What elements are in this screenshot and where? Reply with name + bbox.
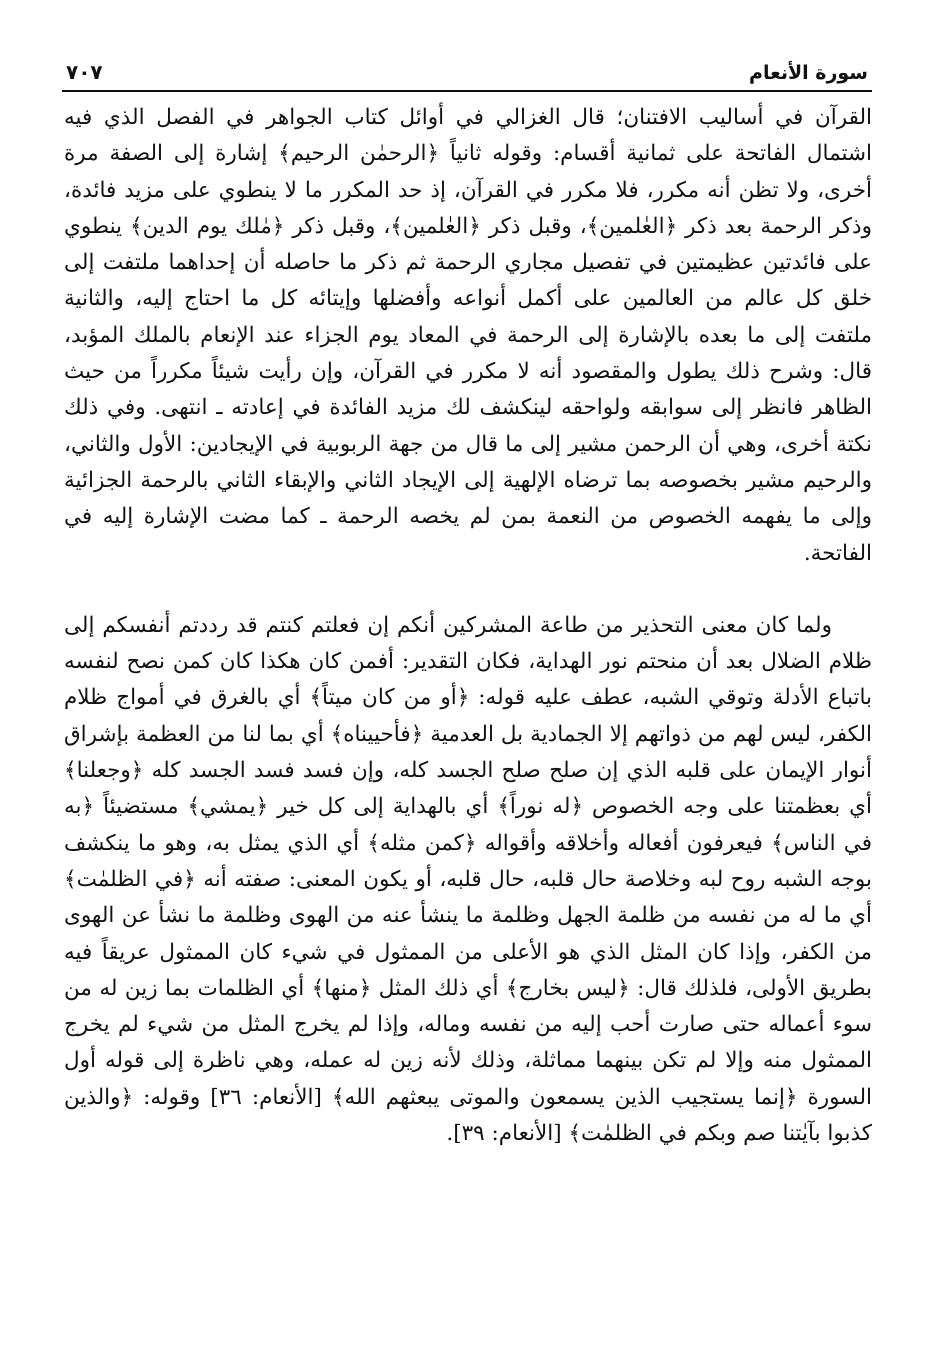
paragraph-2: ولما كان معنى التحذير من طاعة المشركين أنكم إن فعلتم كنتم قد رددتم أنفسكم إلى ظلام الضلال بعد أن منحتم نور الهداية، فكان التقدير: أفمن كان هكذا كان كمن نصح لنفسه باتباع الأدلة وتوقي الشبه، عطف عليه قوله: ﴿أو من كان ميتاً﴾ أي بالغرق في أمواج ظلام الكفر، ليس لهم من ذواتهم إلا الجمادية بل العدمية ﴿فأحييناه﴾ أي بما لنا من العظمة بإشراق أنوار الإيمان على قلبه الذي إن صلح صلح الجسد كله، وإن فسد فسد الجسد كله ﴿وجعلنا﴾ أي بعظمتنا على وجه الخصوص ﴿له نوراً﴾ أي بالهداية إلى كل خير ﴿يمشي﴾ مستضيئاً ﴿به في الناس﴾ فيعرفون أفعاله وأخلاقه وأقواله ﴿كمن مثله﴾ أي الذي يمثل به، وهو ما ينكشف بوجه الشبه روح لبه وخلاصة حال قلبه، حال قلبه، أو يكون المعنى: صفته أنه ﴿في الظلمٰت﴾ أي ما له من نفسه من ظلمة الجهل وظلمة ما ينشأ عنه من الهوى وظلمة ما نشأ عن الهوى من الكفر، وإذا كان المثل الذي هو الأعلى من الممثول في شيء كان الممثول عريقاً فيه بطريق الأولى، فلذلك قال: ﴿ليس بخارج﴾ أي ذلك المثل ﴿منها﴾ أي الظلمات بما زين له من سوء أعماله حتى صارت أحب إليه من نفسه وماله، وإذا لم يخرج المثل من شيء لم يخرج الممثول منه وإلا لم تكن بينهما مماثلة، وذلك لأنه زين له عمله، وهي ناظرة إلى قوله أول السورة ﴿إنما يستجيب الذين يسمعون والموتى يبعثهم الله﴾ [الأنعام: ٣٦] وقوله: ﴿والذين كذبوا بآيٰتنا صم وبكم في الظلمٰت﴾ [الأنعام: ٣٩]. xyxy=(64,612,873,1147)
page-header xyxy=(62,56,872,92)
surah-title: سورة الأنعام xyxy=(749,62,868,84)
page-number: ٧٠٧ xyxy=(66,60,103,84)
paragraph-1: القرآن في أساليب الافتنان؛ قال الغزالي في أوائل كتاب الجواهر في الفصل الذي فيه اشتمال الفاتحة على ثمانية أقسام: وقوله ثانياً ﴿الرحمٰن الرحيم﴾ إشارة إلى الصفة مرة أخرى، ولا تظن أنه مكرر، فلا مكرر في القرآن، إذ حد المكرر ما لا ينطوي على مزيد فائدة، وذكر الرحمة بعد ذكر ﴿العٰلمين﴾، وقبل ذكر ﴿العٰلمين﴾، وقبل ذكر ﴿مٰلك يوم الدين﴾ ينطوي على فائدتين عظيمتين في تفصيل مجاري الرحمة ثم ذكر ما حاصله أن إحداهما ملتفت إلى خلق كل عالم من العالمين على أكمل أنواعه وأفضلها وإيتائه كل ما احتاج إليه، والثانية ملتفت إلى ما بعده بالإشارة إلى الرحمة في المعاد يوم الجزاء عند الإنعام بالملك المؤبد، قال: وشرح ذلك يطول والمقصود أنه لا مكرر في القرآن، وإن رأيت شيئاً مكرراً من حيث الظاهر فانظر إلى سوابقه ولواحقه لينكشف لك مزيد الفائدة في إعادته ـ انتهى. وفي ذلك نكتة أخرى، وهي أن الرحمن مشير إلى ما قال من جهة الربوبية في الإيجادين: الأول والثاني، والرحيم مشير بخصوصه بما ترضاه الإلهية إلى الإيجاد الثاني والإبقاء الثاني بالرحمة الجزائية وإلى ما يفهمه الخصوص من النعمة بمن لم يخصه الرحمة ـ كما مضت الإشارة إليه في الفاتحة. xyxy=(64,105,872,566)
body-text xyxy=(64,100,872,1152)
